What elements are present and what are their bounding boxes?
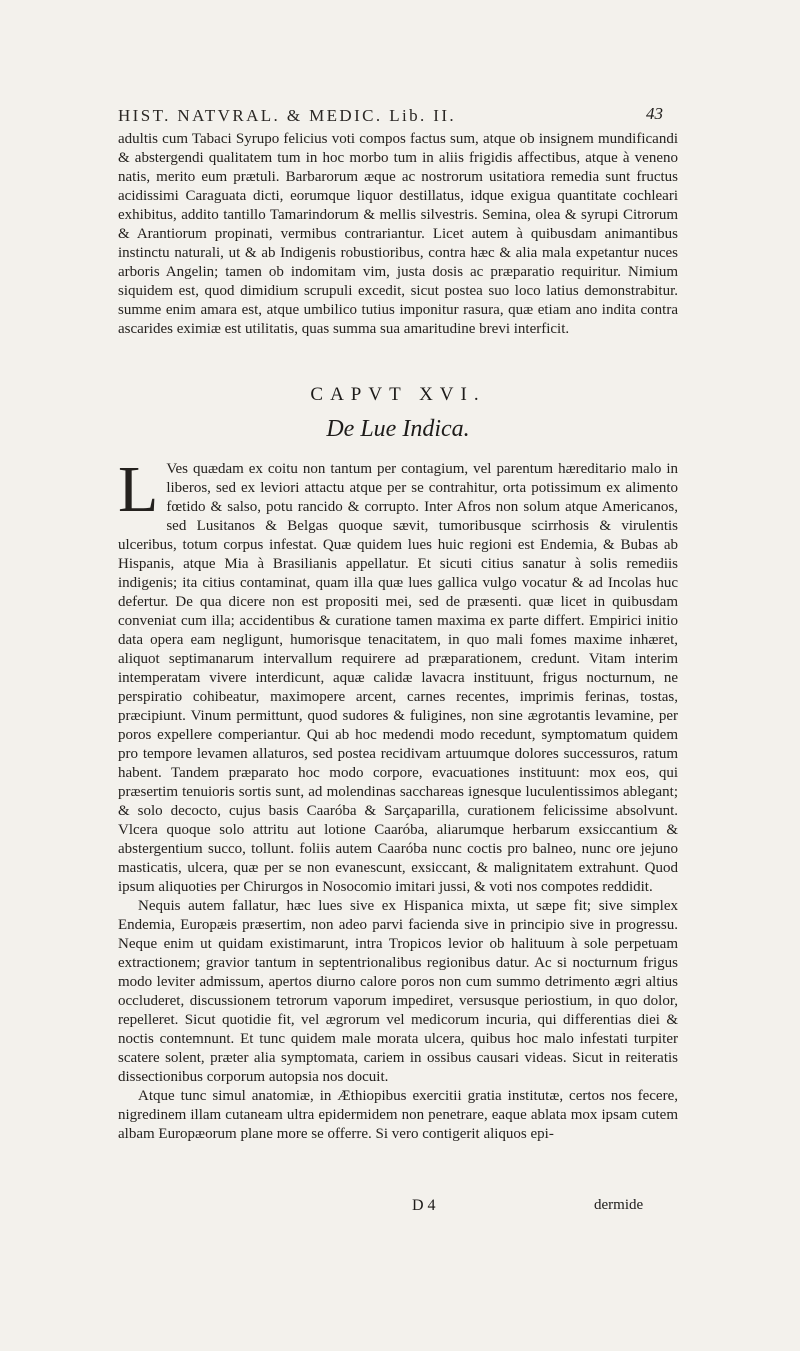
paragraph [118, 453, 678, 897]
running-title: HIST. NATVRAL. & MEDIC. Lib. II. [118, 106, 457, 125]
chapter-heading: CAPVT XVI. [310, 384, 486, 405]
paragraph-text: Ves quædam ex coitu non tantum per contagium, vel parentum hæreditario malo in liberos, sed ex leviori attactu atque per se contrahitur, orta potissimum ex alimento fœtido & salso, potu rancido & corrupto. Inter Afros non solum atque Americanos, sed Lusitanos & Belgas quoque sævit, tumoribusque scirrhosis & virulentis ulceribus, totum corpus infestat. Quæ quidem lues huic regioni est Endemia, & Bubas ab Hispanis, atque Mia à Brasilianis appellatur. Et sicuti citius sanatur à solis remediis indigenis; ita citius contaminat, quam illa quæ lues gallica vulgo vocatur & ad Incolas huc defertur. De qua dicere non est propositi mei, sed de præsenti. quæ licet in quibusdam conveniat cum illa; accidentibus & curatione tamen maxima ex parte differt. Empirici initio data opera eam negligunt, humorisque tenacitatem, in quo mali fomes maxime inhæret, aliquot septimanarum intervallum requirere ad præparationem, credunt. Vitam interim intemperatam vivere interdicunt, aquæ calidæ lavacra instituunt, frigus nocturnum, ne perspiratio cohibeatur, maximopere arcent, carnes recentes, imprimis ferinas, tostas, præcipiunt. Vinum permittunt, quod sudores & fuligines, non sine ægrotantis levamine, per poros expellere comperiantur. Qui ab hoc medendi modo recedunt, symptomatum quidem pro tempore levamen allaturos, sed postea recidivam artuumque dolores successuros, ratum habent. Tandem præparato hoc modo corpore, evacuationes instituunt: mox eos, qui præsertim tenuioris sortis sunt, ad molendinas sacchareas ignesque luculentissimos ablegant; & solo decocto, cujus basis Caaróba & Sarçaparilla, curationem felicissime absolvunt. Vlcera quoque solo attritu aut lotione Caaróba, aliarumque herbarum exsiccantium & abstergentium succo, tollunt. foliis autem Caaróba nunc coctis pro balneo, nunc ore jejuno masticatis, ulcera, quæ per se non evanescunt, exsiccant, & malignitatem extrahunt. Quod ipsum aliquoties per Chirurgos in Nosocomio imitari jussi, & voti nos compotes reddidit. [118, 461, 678, 895]
signature-mark: D 4 [412, 1197, 436, 1214]
drop-capital: L [118, 453, 159, 526]
chapter-title: De Lue Indica. [326, 416, 470, 442]
text-block-main [118, 453, 678, 1144]
catchword: dermide [594, 1197, 644, 1213]
page-number: 43 [646, 104, 663, 123]
paragraph: Atque tunc simul anatomiæ, in Æthiopibus exercitii gratia institutæ, certos nos fecere, nigredinem illam cutaneam ultra epidermidem non penetrare, eaque ablata mox ipsam cutem albam Europæorum plane more se offerre. Si vero contigerit aliquos epi- [118, 1088, 678, 1142]
paragraph: Nequis autem fallatur, hæc lues sive ex Hispanica mixta, ut sæpe fit; sive simplex Endemia, Europæis præsertim, non adeo parvi facienda sive in principio sive in progressu. Neque enim ut quidam existimarunt, intra Tropicos levior ob halituum à sole perpetuam extractionem; gravior tantum in septentrionalibus regionibus datur. Ac si nocturnum frigus modo leviter admissum, apertos diurno calore poros non cum summo detrimento ægri altius occluderet, discussionem tetrorum vaporum impediret, versusque periostium, in quo dolor, repelleret. Sicut quotidie fit, vel ægrorum vel medicorum incuria, qui differentias diei & noctis contemnunt. Et tunc quidem male morata ulcera, quibus hoc malo infestati turpiter scatere solent, præter alia symptomata, cariem in ossibus causari videas. Sicut in reiteratis dissectionibus corporum autopsia nos docuit. [118, 898, 678, 1085]
paragraph: adultis cum Tabaci Syrupo felicius voti compos factus sum, atque ob insignem mundificandi & abstergendi qualitatem tum in hoc morbo tum in aliis frigidis affectibus, atque à veneno natis, merito eum prætuli. Barbarorum æque ac nostrorum usitatiora remedia sunt fructus acidissimi Caraguata dicti, eorumque liquor destillatus, idque exigua quantitate cochleari exhibitus, addito tantillo Tamarindorum & mellis silvestris. Semina, olea & syrupi Citrorum & Arantiorum propinati, vermibus contrariantur. Licet autem à quibusdam animantibus instinctu naturali, ut & ab Indigenis robustioribus, contra hæc & alia mala expetantur nuces arboris Angelin; tamen ob indomitam vim, justa dosis ac præparatio requiritur. Nimium siquidem est, quod dimidium scrupuli excedit, sicut postea suo loco latius demonstrabitur. summe enim amara est, atque umbilico tutius imponitur rasura, quæ etiam ano indita contra ascarides eximiæ est utilitatis, quas summa sua amaritudine brevi interficit. [118, 131, 678, 337]
text-block-top [118, 130, 678, 339]
